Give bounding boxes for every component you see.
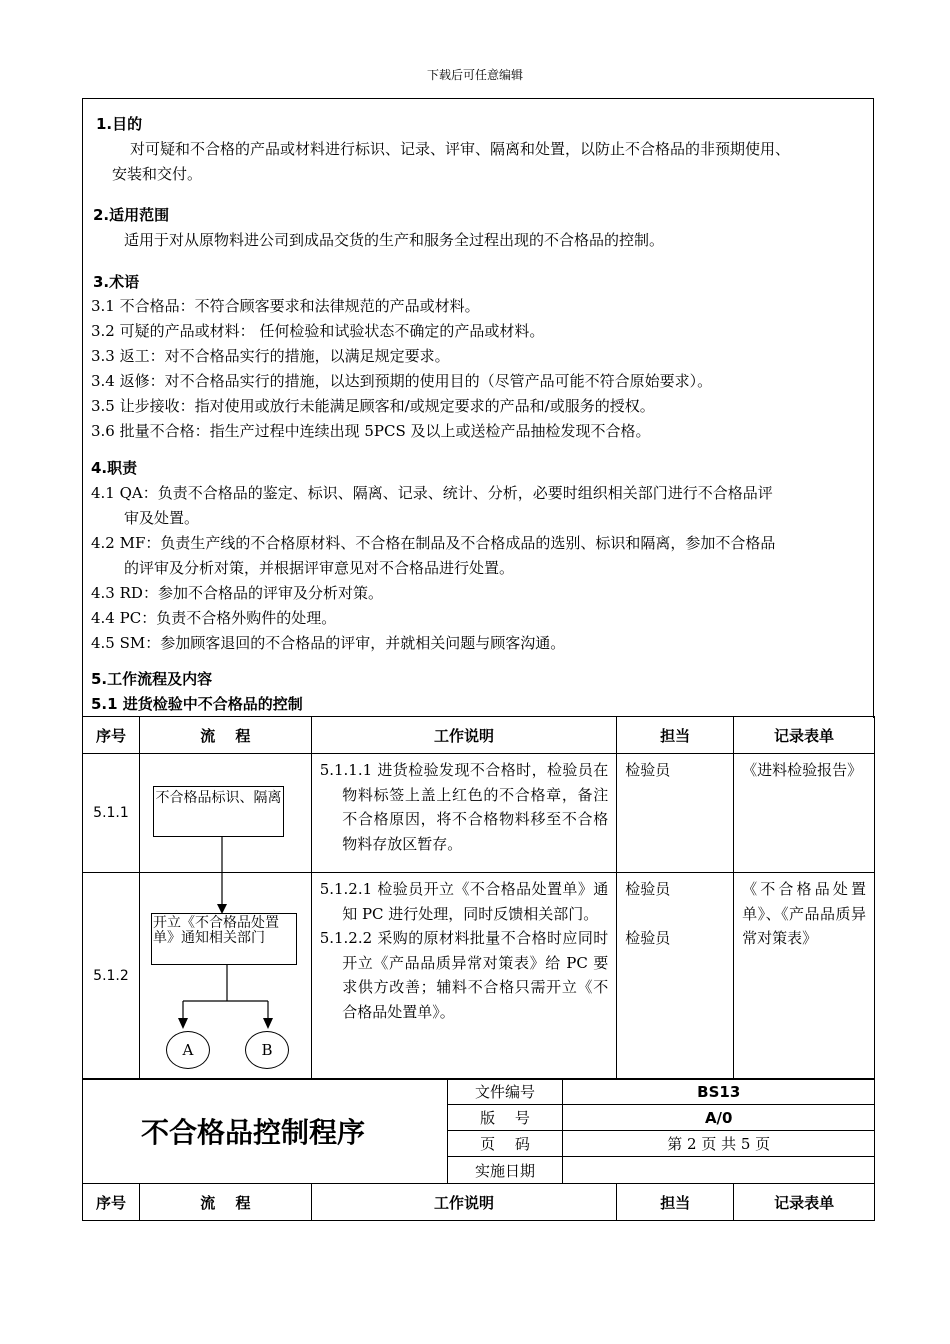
doc-footer-table [82, 1078, 875, 1184]
section-5-title: 5.工作流程及内容 [91, 670, 213, 688]
arrow-down-icon [217, 904, 227, 914]
duty-item: 4.1 QA：负责不合格品的鉴定、标识、隔离、记录、统计、分析，必要时组织相关部门进行不合格品评 [91, 484, 773, 502]
section-2-title: 2.适用范围 [93, 206, 170, 224]
meta-label: 版 号 [447, 1105, 563, 1131]
term-item: 3.4 返修：对不合格品实行的措施，以达到预期的使用目的（尽管产品可能不符合原始要求）。 [91, 372, 713, 390]
section-5-1-title: 5.1 进货检验中不合格品的控制 [91, 695, 303, 713]
duty-item: 4.2 MF：负责生产线的不合格原材料、不合格在制品及不合格成品的选别、标识和隔离，参加不合格品 [91, 534, 776, 552]
col-header-flow: 流 程 [139, 717, 311, 754]
desc-paragraph: 5.1.2.1 检验员开立《不合格品处置单》通知 PC 进行处理，同时反馈相关部门。 [319, 880, 609, 923]
meta-label: 文件编号 [447, 1079, 563, 1105]
col-header-desc: 工作说明 [311, 717, 617, 754]
owner-text: 检验员 [625, 929, 671, 947]
record-text: 《不合格品处置单》、《产品品质异常对策表》 [742, 880, 866, 947]
flow-box-mark-isolate: 不合格品标识、隔离 [153, 786, 284, 837]
term-item: 3.1 不合格品：不符合顾客要求和法律规范的产品或材料。 [91, 297, 480, 315]
flow-node-b: B [245, 1031, 289, 1069]
col-header-num: 序号 [83, 717, 140, 754]
page-number: 第 2 页 共 5 页 [563, 1131, 875, 1157]
col-header-record: 记录表单 [734, 1184, 875, 1221]
term-item: 3.5 让步接收：指对使用或放行未能满足顾客和/或规定要求的产品和/或服务的授权。 [91, 397, 655, 415]
duty-item: 4.4 PC：负责不合格外购件的处理。 [91, 609, 337, 627]
section-2-body: 适用于对从原物料进公司到成品交货的生产和服务全过程出现的不合格品的控制。 [124, 231, 665, 249]
duty-item: 4.3 RD：参加不合格品的评审及分析对策。 [91, 584, 383, 602]
doc-number: BS13 [563, 1079, 875, 1105]
row-num: 5.1.2 [83, 873, 140, 1080]
meta-label: 实施日期 [447, 1157, 563, 1184]
desc-paragraph: 5.1.1.1 进货检验发现不合格时，检验员在物料标签上盖上红色的不合格章，备注不合格原因，将不合格物料移至不合格物料存放区暂存。 [319, 761, 609, 853]
flow-box-open-disposition: 开立《不合格品处置单》通知相关部门 [151, 913, 297, 965]
effective-date [563, 1157, 875, 1184]
duty-item: 4.5 SM：参加顾客退回的不合格品的评审，并就相关问题与顾客沟通。 [91, 634, 566, 652]
col-header-owner: 担当 [617, 1184, 734, 1221]
doc-title: 不合格品控制程序 [141, 1116, 366, 1149]
arrow-down-icon [178, 1018, 188, 1029]
col-header-num: 序号 [83, 1184, 140, 1221]
term-item: 3.2 可疑的产品或材料： 任何检验和试验状态不确定的产品或材料。 [91, 322, 545, 340]
header-note: 下载后可任意编辑 [426, 68, 523, 82]
section-1-title: 1.目的 [96, 115, 143, 133]
desc-paragraph: 5.1.2.2 采购的原材料批量不合格时应同时开立《产品品质异常对策表》给 PC 要求供方改善；辅料不合格只需开立《不合格品处置单》。 [319, 929, 609, 1021]
term-item: 3.3 返工：对不合格品实行的措施，以满足规定要求。 [91, 347, 450, 365]
section-1-body: 对可疑和不合格的产品或材料进行标识、记录、评审、隔离和处置，以防止不合格品的非预期使用、 [130, 140, 791, 158]
flow-node-a: A [166, 1031, 210, 1069]
arrow-down-icon [263, 1018, 273, 1029]
duty-item-cont: 的评审及分析对策，并根据评审意见对不合格品进行处置。 [124, 559, 515, 577]
term-item: 3.6 批量不合格：指生产过程中连续出现 5PCS 及以上或送检产品抽检发现不合格。 [91, 422, 651, 440]
owner-text: 检验员 [625, 880, 671, 898]
col-header-desc: 工作说明 [311, 1184, 617, 1221]
col-header-record: 记录表单 [734, 717, 875, 754]
doc-title-cell [83, 1079, 448, 1184]
doc-version: A/0 [563, 1105, 875, 1131]
owner-text: 检验员 [625, 761, 671, 779]
col-header-owner: 担当 [617, 717, 734, 754]
section-4-title: 4.职责 [91, 459, 138, 477]
col-header-flow: 流 程 [139, 1184, 311, 1221]
record-text: 《进料检验报告》 [742, 761, 863, 779]
row-num: 5.1.1 [83, 754, 140, 873]
duty-item-cont: 审及处置。 [124, 509, 200, 527]
section-3-title: 3.术语 [93, 273, 140, 291]
repeat-header-table [82, 1183, 875, 1221]
section-1-body-cont: 安装和交付。 [112, 165, 203, 183]
meta-label: 页 码 [447, 1131, 563, 1157]
